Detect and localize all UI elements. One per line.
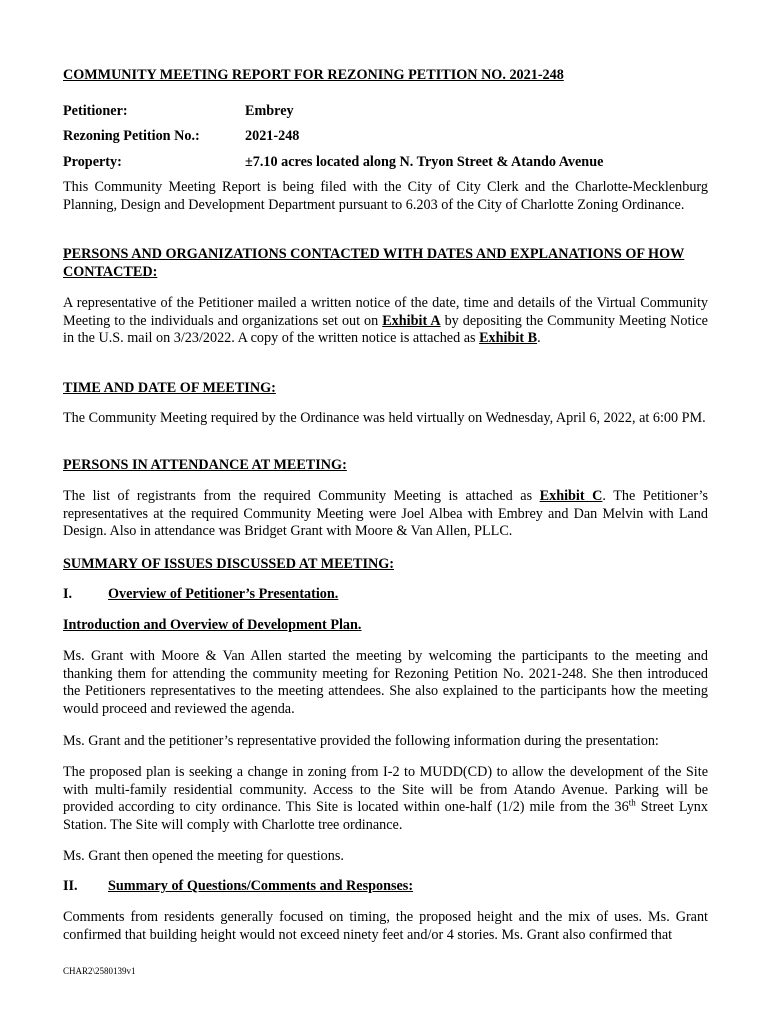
grant-paragraph-1: Ms. Grant with Moore & Van Allen started the meeting by welcoming the participants to the meeting and thanking them for attending the community meeting for Rezoning Petition No. 2021-248. She then introduced the Petitioners representatives to the meeting attendees. She also explained to the participants how the meeting would proceed and reviewed the agenda. xyxy=(63,648,708,717)
time-paragraph: The Community Meeting required by the Ordinance was held virtually on Wednesday, April 6, 2022, at 6:00 PM. xyxy=(63,410,706,426)
heading-time-date: TIME AND DATE OF MEETING: xyxy=(63,380,276,396)
section-1-heading xyxy=(63,586,708,604)
property-label: Property: xyxy=(63,154,122,170)
intro-paragraph: This Community Meeting Report is being filed with the City of City Clerk and the Charlotte-Mecklenburg Planning, Design and Development Department pursuant to 6.203 of the City of Charlotte Zoning Ordinance. xyxy=(63,179,708,213)
contacted-text-a: A representative of the Petitioner mailed a written notice of the date, time and details of the Virtual Community Meeting to the individuals and organizations set out on xyxy=(63,295,708,329)
plan-paragraph xyxy=(63,764,708,834)
contacted-paragraph xyxy=(63,295,708,348)
contacted-text-b: by depositing the Community Meeting Notice in the U.S. mail on 3/23/2022. A copy of the written notice is attached as xyxy=(63,312,708,346)
exhibit-a-ref: Exhibit A xyxy=(382,312,441,329)
attendance-paragraph xyxy=(63,488,708,541)
heading-persons-contacted: PERSONS AND ORGANIZATIONS CONTACTED WITH DATES AND EXPLANATIONS OF HOW CONTACTED: xyxy=(63,246,685,280)
petition-no-label: Rezoning Petition No.: xyxy=(63,128,200,144)
section-2-number: II. xyxy=(63,878,78,894)
exhibit-c-ref: Exhibit C xyxy=(539,488,603,504)
contacted-text-c: . xyxy=(537,330,541,346)
plan-text-a: The proposed plan is seeking a change in zoning from I-2 to MUDD(CD) to allow the development of the Site with multi-family residential community. Access to the Site will be from Atando Avenue. Parking will be provided according to city ordinance. This Site is located within one-half (1/2) mile from the 36 xyxy=(63,764,708,815)
section-1-number: I. xyxy=(63,586,73,602)
plan-text-b: Street Lynx Station. The Site will comply with Charlotte tree ordinance. xyxy=(63,799,708,833)
petition-no-value: 2021-248 xyxy=(245,128,300,144)
document-title: COMMUNITY MEETING REPORT FOR REZONING PETITION NO. 2021-248 xyxy=(63,67,564,83)
attendance-text-b: . The Petitioner’s representatives at the required Community Meeting were Joel Albea with Embrey and Dan Melvin with Land Design. Also in attendance was Bridget Grant with Moore & Van Allen, PLLC. xyxy=(63,488,708,539)
heading-attendance: PERSONS IN ATTENDANCE AT MEETING: xyxy=(63,457,347,473)
comments-paragraph: Comments from residents generally focused on timing, the proposed height and the mix of uses. Ms. Grant confirmed that building height would not exceed ninety feet and/or 4 stories. Ms. Grant also confirmed that xyxy=(63,909,708,943)
grant-paragraph-2: Ms. Grant and the petitioner’s representative provided the following information during the presentation: xyxy=(63,733,659,749)
attendance-text-a: The list of registrants from the required Community Meeting is attached as xyxy=(63,488,540,504)
exhibit-b-ref: Exhibit B xyxy=(479,330,538,346)
heading-summary: SUMMARY OF ISSUES DISCUSSED AT MEETING: xyxy=(63,556,394,572)
section-2-title: Summary of Questions/Comments and Responses: xyxy=(108,878,414,894)
property-value: ±7.10 acres located along N. Tryon Street & Atando Avenue xyxy=(245,154,604,170)
subheading-introduction: Introduction and Overview of Development Plan. xyxy=(63,617,362,633)
footer-doc-id: CHAR2\2580139v1 xyxy=(63,966,136,976)
questions-paragraph: Ms. Grant then opened the meeting for questions. xyxy=(63,848,344,864)
petitioner-label: Petitioner: xyxy=(63,103,128,119)
petitioner-value: Embrey xyxy=(245,103,294,119)
section-1-title: Overview of Petitioner’s Presentation. xyxy=(108,586,339,602)
section-2-heading xyxy=(63,878,708,896)
plan-superscript: th xyxy=(628,797,636,808)
